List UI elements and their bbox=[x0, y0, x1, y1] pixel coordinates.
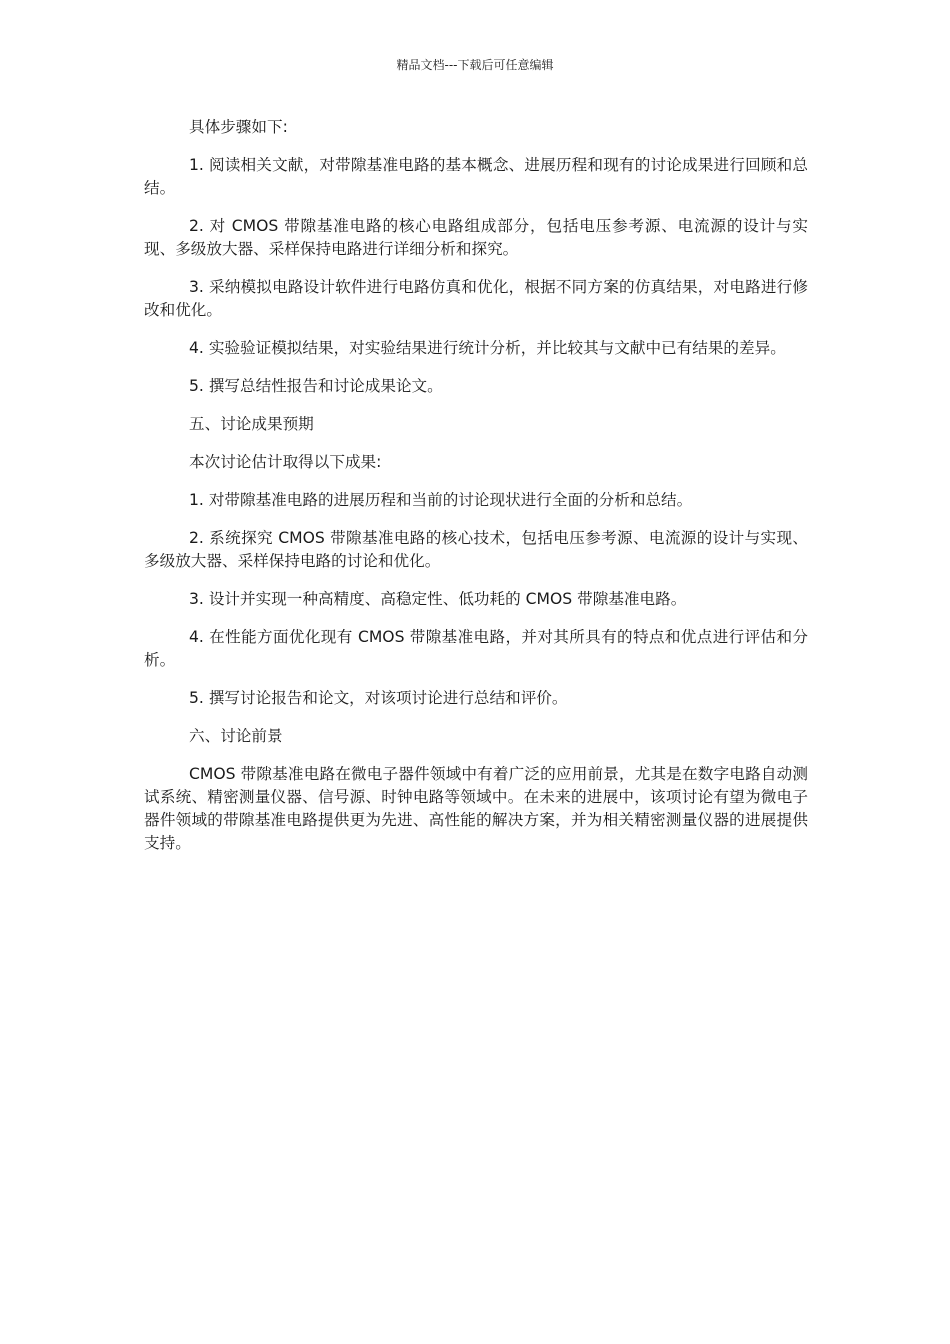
step-3: 3. 采纳模拟电路设计软件进行电路仿真和优化，根据不同方案的仿真结果，对电路进行修改和优化。 bbox=[144, 278, 808, 319]
step-5: 5. 撰写总结性报告和讨论成果论文。 bbox=[189, 377, 443, 395]
step-1: 1. 阅读相关文献，对带隙基准电路的基本概念、进展历程和现有的讨论成果进行回顾和总结。 bbox=[144, 156, 808, 197]
result-5: 5. 撰写讨论报告和论文，对该项讨论进行总结和评价。 bbox=[189, 689, 568, 707]
document-body bbox=[144, 116, 808, 870]
result-4: 4. 在性能方面优化现有 CMOS 带隙基准电路，并对其所具有的特点和优点进行评估和分析。 bbox=[144, 628, 808, 669]
results-intro: 本次讨论估计取得以下成果: bbox=[189, 453, 382, 471]
section-heading-expected-results: 五、讨论成果预期 bbox=[189, 415, 314, 433]
result-3: 3. 设计并实现一种高精度、高稳定性、低功耗的 CMOS 带隙基准电路。 bbox=[189, 590, 687, 608]
result-1: 1. 对带隙基准电路的进展历程和当前的讨论现状进行全面的分析和总结。 bbox=[189, 491, 693, 509]
step-4: 4. 实验验证模拟结果，对实验结果进行统计分析，并比较其与文献中已有结果的差异。 bbox=[189, 339, 786, 357]
step-2: 2. 对 CMOS 带隙基准电路的核心电路组成部分，包括电压参考源、电流源的设计与实现、多级放大器、采样保持电路进行详细分析和探究。 bbox=[144, 217, 808, 258]
section-heading-prospects: 六、讨论前景 bbox=[189, 727, 283, 745]
page-header: 精品文档---下载后可任意编辑 bbox=[396, 58, 554, 72]
result-2: 2. 系统探究 CMOS 带隙基准电路的核心技术，包括电压参考源、电流源的设计与实现、多级放大器、采样保持电路的讨论和优化。 bbox=[144, 529, 808, 570]
prospects-paragraph: CMOS 带隙基准电路在微电子器件领域中有着广泛的应用前景，尤其是在数字电路自动测试系统、精密测量仪器、信号源、时钟电路等领域中。在未来的进展中，该项讨论有望为微电子器件领域的带隙基准电路提供更为先进、高性能的解决方案，并为相关精密测量仪器的进展提供支持。 bbox=[144, 765, 808, 852]
steps-intro: 具体步骤如下: bbox=[189, 118, 288, 136]
